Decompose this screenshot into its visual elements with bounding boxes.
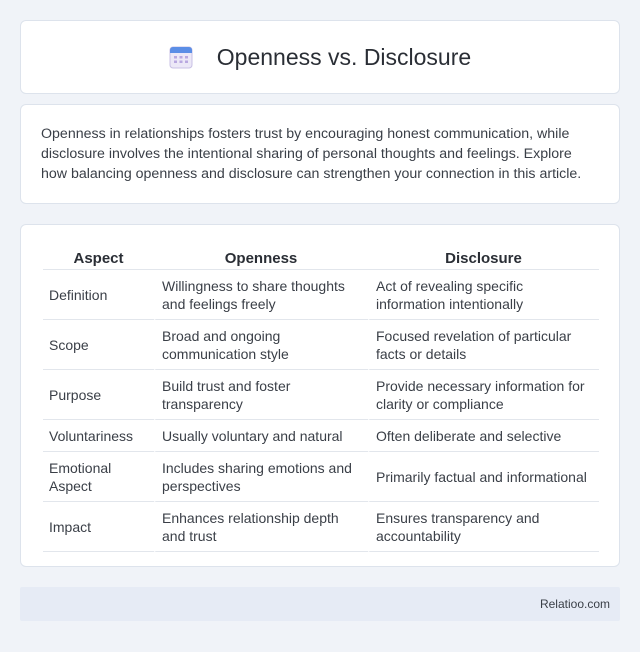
comparison-card (20, 224, 620, 567)
table-cell: Voluntariness (43, 420, 154, 452)
footer (20, 587, 620, 621)
table-cell: Definition (43, 270, 154, 320)
table-cell: Purpose (43, 370, 154, 420)
table-cell: Act of revealing specific information intentionally (368, 270, 599, 320)
table-cell: Ensures transparency and accountability (368, 502, 599, 552)
header-aspect: Aspect (43, 245, 154, 270)
intro-card (20, 104, 620, 204)
header-openness: Openness (154, 245, 368, 270)
table-cell: Usually voluntary and natural (154, 420, 368, 452)
table-row (43, 320, 599, 370)
intro-text: Openness in relationships fosters trust by encouraging honest communication, while disclosure involves the intentional sharing of personal thoughts and feelings. Explore how balancing openness and disclosure can strengthen your connection in this article. (41, 126, 582, 182)
table-cell: Scope (43, 320, 154, 370)
table-cell: Build trust and foster transparency (154, 370, 368, 420)
table-cell: Provide necessary information for clarity or compliance (368, 370, 599, 420)
table-row (43, 270, 599, 320)
footer-brand: Relatioo.com (539, 597, 610, 611)
comparison-table (43, 245, 599, 552)
table-cell: Emotional Aspect (43, 452, 154, 502)
table-cell: Willingness to share thoughts and feelings freely (154, 270, 368, 320)
table-cell: Enhances relationship depth and trust (154, 502, 368, 552)
table-cell: Broad and ongoing communication style (154, 320, 368, 370)
table-row (43, 452, 599, 502)
table-row (43, 420, 599, 452)
page-title: Openness vs. Disclosure (216, 43, 472, 70)
table-header-row (43, 245, 599, 270)
table-row (43, 502, 599, 552)
table-cell: Often deliberate and selective (368, 420, 599, 452)
table-cell: Primarily factual and informational (368, 452, 599, 502)
table-cell: Includes sharing emotions and perspectives (154, 452, 368, 502)
table-cell: Impact (43, 502, 154, 552)
title-card (20, 20, 620, 94)
header-disclosure: Disclosure (368, 245, 599, 270)
table-row (43, 370, 599, 420)
calendar-icon (169, 45, 193, 69)
table-cell: Focused revelation of particular facts or details (368, 320, 599, 370)
